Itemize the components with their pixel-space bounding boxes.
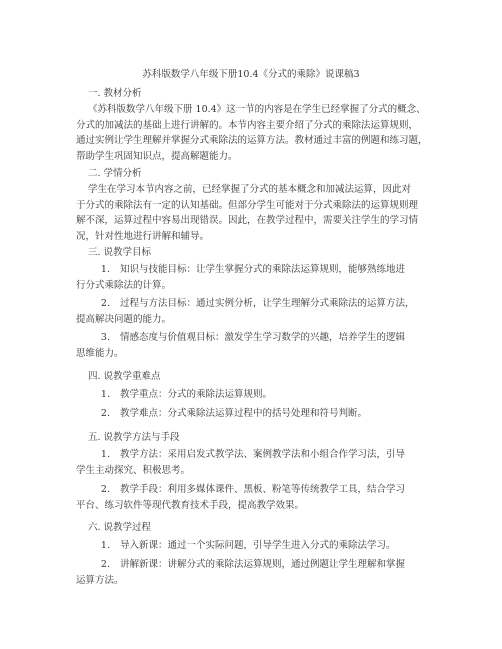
paragraph-line: 解不深，运算过程中容易出现错误。因此，在教学过程中，需要关注学生的学习情: [76, 215, 419, 226]
section-heading-student-analysis: 二. 学情分析: [88, 168, 142, 179]
list-text: 过程与方法目标：通过实例分析，让学生理解分式乘除法的运算方法，: [120, 298, 415, 309]
section-heading-teaching-material: 一. 教材分析: [88, 88, 142, 99]
list-text: 教学难点：分式乘除法运算过程中的括号处理和符号判断。: [120, 408, 368, 419]
list-number: 2.: [100, 298, 110, 309]
paragraph-line: 帮助学生巩固知识点，提高解题能力。: [76, 150, 238, 162]
list-text: 学生主动探究、积极思考。: [76, 464, 191, 476]
list-item: [76, 482, 446, 513]
section-heading-key-points: 四. 说教学重难点: [88, 371, 161, 382]
list-number: 1.: [100, 540, 110, 551]
paragraph-line: 通过实例让学生理解并掌握分式乘除法的运算方法。教材通过丰富的例题和练习题，: [76, 135, 428, 146]
paragraph-teaching-material: [76, 102, 436, 164]
list-item: [76, 557, 446, 588]
list-number: 1.: [100, 449, 110, 460]
section-heading-process: 六. 说教学过程: [88, 522, 152, 533]
list-number: 2.: [100, 559, 110, 570]
list-item: [76, 387, 446, 403]
list-text: 教学方法：采用启发式教学法、案例教学法和小组合作学习法，引导: [120, 449, 406, 460]
list-text: 讲解新课：讲解分式的乘除法运算规则，通过例题让学生理解和掌握: [120, 559, 406, 570]
list-text: 行分式乘除法的计算。: [76, 279, 172, 291]
paragraph-line: 分式的加减法的基础上进行讲解的。本节内容主要介绍了分式的乘除法运算规则，: [76, 119, 419, 131]
list-text: 教学重点：分式的乘除法运算规则。: [120, 389, 273, 400]
list-number: 1.: [100, 389, 110, 400]
paragraph-student-analysis: [76, 182, 436, 244]
list-item: [76, 262, 446, 293]
list-text: 导入新课：通过一个实际问题，引导学生进入分式的乘除法学习。: [120, 540, 396, 551]
list-text: 教学手段：利用多媒体课件、黑板、粉笔等传统教学工具，结合学习: [120, 484, 406, 495]
paragraph-line: 于分式的乘除法有一定的认知基础。但部分学生可能对于分式乘除法的运算规则理: [76, 199, 419, 211]
section-heading-teaching-goals: 三. 说教学目标: [88, 247, 152, 258]
list-text: 知识与技能目标：让学生掌握分式的乘除法运算规则，能够熟练地进: [120, 264, 406, 275]
list-number: 1.: [100, 264, 110, 275]
list-text: 平台、练习软件等现代教育技术手段，提高教学效果。: [76, 499, 305, 511]
document-title: 苏科版数学八年级下册10.4《分式的乘除》说课稿3: [142, 69, 360, 80]
list-text: 提高解决问题的能力。: [76, 313, 172, 325]
list-item: [76, 296, 446, 327]
list-number: 2.: [100, 484, 110, 495]
list-item: [76, 330, 446, 361]
list-item: [76, 447, 446, 478]
paragraph-line: 《苏科版数学八年级下册 10.4》这一节的内容是在学生已经掌握了分式的概念、: [88, 104, 426, 115]
list-text: 思维能力。: [76, 347, 124, 359]
paragraph-line: 况，针对性地进行讲解和辅导。: [76, 230, 210, 242]
list-number: 2.: [100, 408, 110, 419]
section-heading-methods: 五. 说教学方法与手段: [88, 432, 180, 443]
list-item: [76, 406, 446, 422]
paragraph-line: 学生在学习本节内容之前，已经掌握了分式的基本概念和加减法运算，因此对: [88, 184, 412, 195]
list-item: [76, 538, 446, 554]
list-text: 情感态度与价值观目标：激发学生学习数学的兴趣，培养学生的逻辑: [120, 332, 406, 343]
list-text: 运算方法。: [76, 574, 124, 586]
list-number: 3.: [100, 332, 110, 343]
